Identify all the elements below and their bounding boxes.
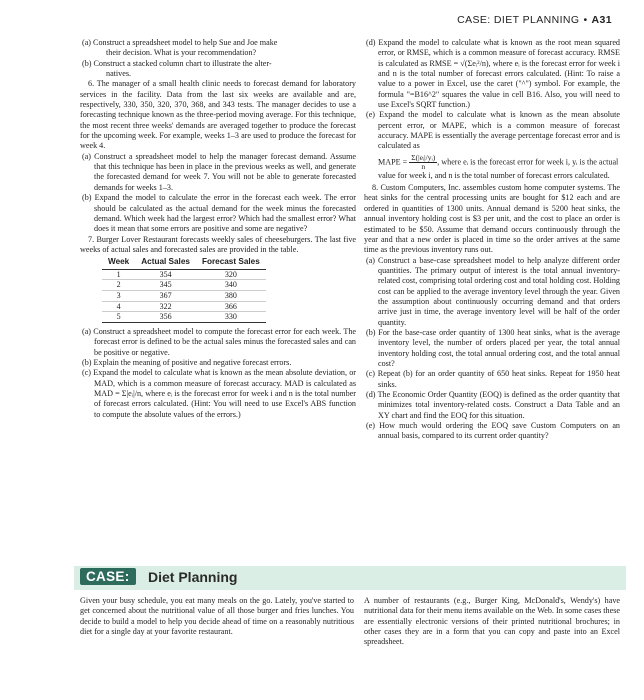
q7d: (d) Expand the model to calculate what is known as the root mean squared error, or RMSE, which is a common measure of forecast accuracy. RMSE is calculated as RMSE = √(Σeᵢ²/n), where eᵢ is the forecast error for week i and n is the total number of forecast errors calculated. (Hint: To raise a value to a power in Excel, use the caret ("^") symbol. For example, the formula "=B16^2" squares the value in cell B16. Also, you will need to use Excel's SQRT function.) xyxy=(366,38,620,110)
q8b: (b) For the base-case order quantity of 1300 heat sinks, what is the average inventory level, the number of orders placed per year, the total annual inventory holding cost, the total annual ordering cost, and the total annual cost? xyxy=(366,327,620,368)
table-row: 3 367 380 xyxy=(102,290,266,301)
sales-table xyxy=(102,257,266,323)
case-badge: CASE: xyxy=(80,568,136,585)
header-separator: • xyxy=(583,14,588,26)
left-column xyxy=(80,38,356,420)
q7-text: 7. Burger Lover Restaurant forecasts weekly sales of cheeseburgers. The last five weeks of actual sales and forecasted sales are provided in the table. xyxy=(80,234,356,254)
q7b: (b) Explain the meaning of positive and negative forecast errors. xyxy=(82,358,292,368)
q7e: (e) Expand the model to calculate what is known as the mean absolute percent error, or MAPE, which is a common measure of forecast accuracy. MAPE is essentially the average percentage forecast error and is calculated as xyxy=(366,110,620,151)
table-row: 5 356 330 xyxy=(102,312,266,323)
q6b: (b) Expand the model to calculate the error in the forecast each week. The error should be calculated as the actual demand for the week minus the forecasted demand. Which week had the largest error? Which had the smallest error? What does it mean that some errors are positive and some are negative? xyxy=(82,193,356,234)
running-header xyxy=(457,14,612,26)
col-header-actual: Actual Sales xyxy=(135,257,196,269)
q6-text: 6. The manager of a small health clinic needs to forecast demand for laboratory services in the facility. Data from the last six weeks are available and are, respectively, 330, 350, 320, 370, 368, and 343 tests. The manager decides to use a forecasting technique known as the three-period moving average. For this technique, the most recent three weeks' demands are averaged together to produce the forecast for the upcoming week. For example, weeks 1–3 are used to produce the forecast for week 4. xyxy=(80,79,356,151)
table-row: 2 345 340 xyxy=(102,280,266,291)
q6a: (a) Construct a spreadsheet model to help the manager forecast demand. Assume that this technique has been in place in the previous weeks as well, and generate the forecasted demand for week 7. You will not be able to generate forecasted demands for weeks 1–3. xyxy=(82,151,356,192)
col-header-week: Week xyxy=(102,257,135,269)
page-number: A31 xyxy=(591,14,612,26)
case-title: Diet Planning xyxy=(148,569,238,585)
case-text-left: Given your busy schedule, you eat many meals on the go. Lately, you've started to get concerned about the nutritional value of all those burger and fries lunches. You decide to build a model to help you decide ahead of time on a reasonably nutritious diet for a single day at your favorite restaurant. xyxy=(80,596,354,637)
table-row: 4 322 366 xyxy=(102,301,266,312)
q8e: (e) How much would ordering the EOQ save Custom Computers on an annual basis, compared to its current order quantity? xyxy=(366,421,620,441)
case-text-right: A number of restaurants (e.g., Burger King, McDonald's, Wendy's) have nutritional data for their menu items available on the Web. In some cases these are essentially electronic versions of their printed nutritional brochures; in other cases they are in a form that you can copy and paste into an Excel spreadsheet. xyxy=(364,596,620,647)
col-header-forecast: Forecast Sales xyxy=(196,257,266,269)
right-column xyxy=(364,38,620,442)
header-label: CASE: DIET PLANNING xyxy=(457,14,580,26)
q5b: (b) Construct a stacked column chart to illustrate the alter- natives. xyxy=(82,58,272,79)
case-banner xyxy=(74,566,626,590)
q8c: (c) Repeat (b) for an order quantity of 650 heat sinks. Repeat for 1950 heat sinks. xyxy=(366,369,620,389)
q8d: (d) The Economic Order Quantity (EOQ) is defined as the order quantity that minimizes total inventory-related costs. Construct a Data Table and an XY chart and find the EOQ for this situation. xyxy=(366,390,620,420)
q8-text: 8. Custom Computers, Inc. assembles custom home computer systems. The heat sinks for the central processing units are bought for $12 each and are ordered in quantities of 1300 units. Annual demand is 5200 heat sinks, the annual inventory holding cost is $3 per unit, and the cost to place an order is estimated to be $50. Assume that demand occurs continuously through the year and that a new order is placed in time so the order arrives at the same time as the previous inventory runs out. xyxy=(364,183,620,255)
table-row: 1 354 320 xyxy=(102,269,266,280)
mape-formula: MAPE = $\frac{\text{Σ(|eᵢ|/yᵢ)}}{n}$, where eᵢ is the forecast error for week i, yᵢ is the actual value for week i, and n is the total number of forecast errors calculated. xyxy=(378,152,619,180)
q8a: (a) Construct a base-case spreadsheet model to help analyze different order quantities. The primary output of interest is the total annual inventory-related cost, comprising total ordering cost and total holding cost. Holding cost can be applied to the average inventory level through the year. Given the assumption about continuously occurring demand and that orders arrive just in time, the average inventory level will be half of the order quantity. xyxy=(366,255,620,327)
q7a: (a) Construct a spreadsheet model to compute the forecast error for each week. The forecast error is defined to be the actual sales minus the forecasted sales and can be positive or negative. xyxy=(82,327,356,357)
q7c: (c) Expand the model to calculate what is known as the mean absolute deviation, or MAD, which is a common measure of forecast accuracy. MAD is calculated as MAD = Σ|eᵢ|/n, where eᵢ is the forecast error for week i and n is the total number of forecast errors calculated. (Hint: You will need to use Excel's ABS function to compute the absolute values of the errors.) xyxy=(82,368,356,419)
q5a: (a) Construct a spreadsheet model to help Sue and Joe make their decision. What is your recommendation? xyxy=(82,38,278,58)
